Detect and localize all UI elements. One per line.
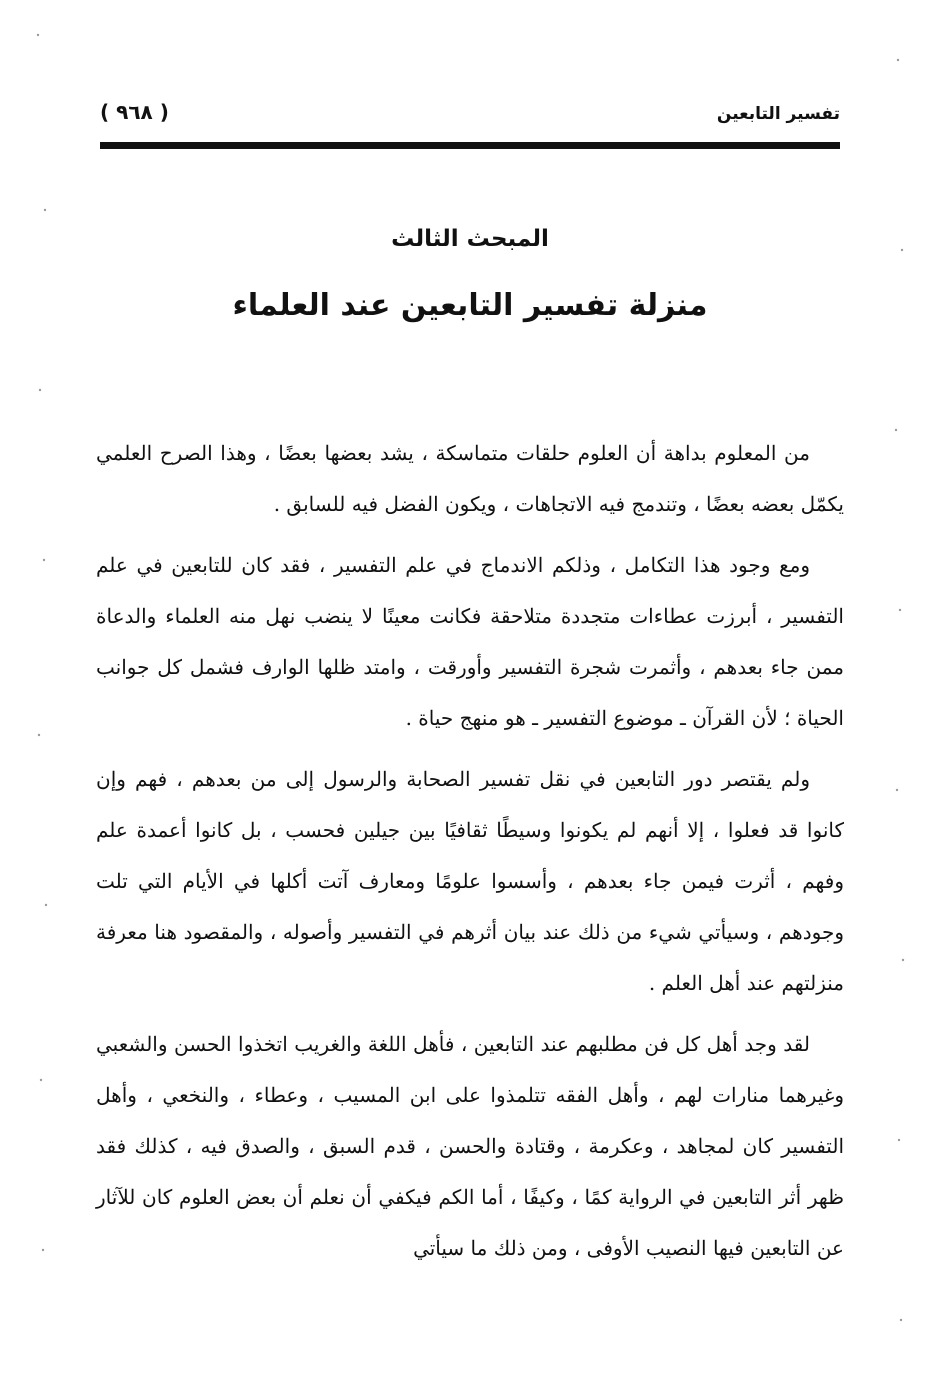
paragraph: ولم يقتصر دور التابعين في نقل تفسير الصحابة والرسول إلى من بعدهم ، فهم وإن كانوا قد فعلوا ، إلا أنهم لم يكونوا وسيطًا ثقافيًا بين جيلين فحسب ، بل كانوا أعمدة علم وفهم ، أثرت فيمن جاء بعدهم ، وأسسوا علومًا ومعارف آتت أكلها في الأيام التي تلت وجودهم ، وسيأتي شيء من ذلك عند بيان أثرهم في التفسير وأصوله ، والمقصود هنا معرفة منزلتهم عند أهل العلم . — [96, 767, 844, 995]
paragraph: ومع وجود هذا التكامل ، وذلكم الاندماج في علم التفسير ، فقد كان للتابعين في علم التفسير ، أبرزت عطاءات متجددة متلاحقة فكانت معينًا لا ينضب نهل منه العلماء والدعاة ممن جاء بعدهم ، وأثمرت شجرة التفسير وأورقت ، وامتد ظلها الوارف فشمل كل جوانب الحياة ؛ لأن القرآن ـ موضوع التفسير ـ هو منهج حياة . — [96, 553, 844, 730]
running-title: تفسير التابعين — [716, 104, 840, 124]
section-heading: المبحث الثالث — [391, 226, 549, 252]
header-rule — [100, 142, 840, 149]
page-number: ( ٩٦٨ ) — [100, 100, 169, 124]
paragraph: من المعلوم بداهة أن العلوم حلقات متماسكة ، يشد بعضها بعضًا ، وهذا الصرح العلمي يكمّل بعضه بعضًا ، وتندمج فيه الاتجاهات ، ويكون الفضل فيه للسابق . — [96, 441, 844, 516]
section-title: منزلة تفسير التابعين عند العلماء — [232, 288, 708, 323]
body-text — [96, 428, 844, 1284]
paragraph: لقد وجد أهل كل فن مطلبهم عند التابعين ، فأهل اللغة والغريب اتخذوا الحسن والشعبي وغيرهما منارات لهم ، وأهل الفقه تتلمذوا على ابن المسيب ، وعطاء ، والنخعي ، وأهل التفسير كان لمجاهد ، وعكرمة ، وقتادة والحسن ، قدم السبق ، والصدق فيه ، كذلك فقد ظهر أثر التابعين في الرواية كمًا ، وكيفًا ، أما الكم فيكفي أن نعلم أن بعض العلوم كان للآثار عن التابعين فيها النصيب الأوفى ، ومن ذلك ما سيأتي — [96, 1032, 844, 1260]
page-header — [100, 98, 840, 134]
